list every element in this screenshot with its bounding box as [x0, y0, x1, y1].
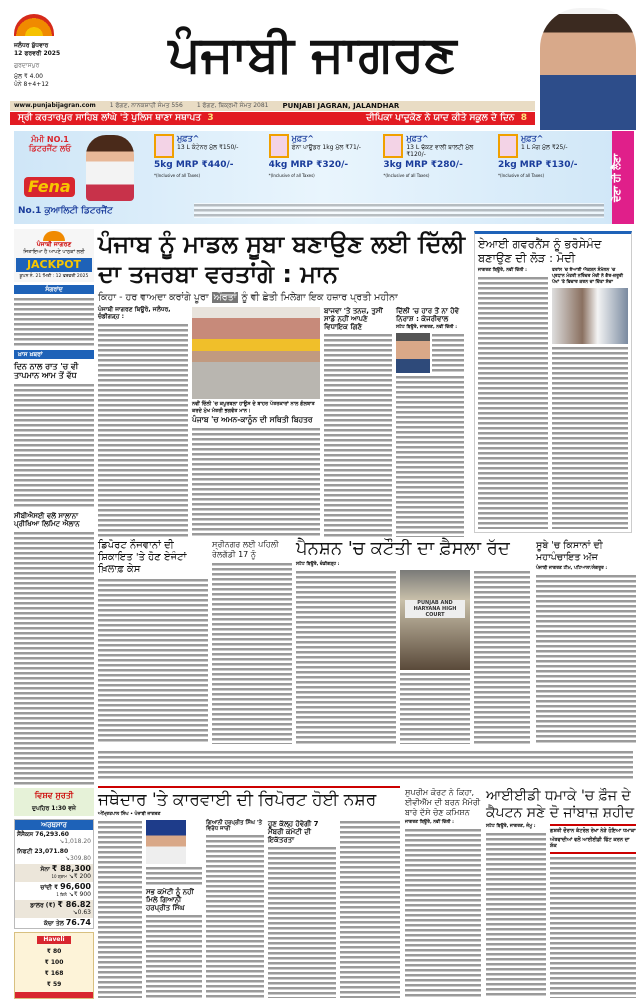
- offer-2kg: ਮੁਫ਼ਤ^ 1 L ਮੱਗ ਮੁੱਲ ₹25/- 2kg MRP ₹130/- *(Inclusive of all Taxes): [497, 134, 578, 178]
- ad-offers: [154, 134, 606, 196]
- jathedar-text: [98, 820, 142, 998]
- price: ਮੁੱਲ ₹ 4.00: [14, 73, 43, 80]
- ai-text-2: [552, 346, 628, 529]
- city-day: ਜਲੰਧਰ ਬੁੱਧਵਾਰ: [14, 42, 49, 49]
- evm-story: [405, 788, 481, 998]
- khas-text-2: [14, 531, 94, 784]
- train-text: [212, 562, 292, 744]
- haveli-logo: Haveli: [37, 936, 71, 944]
- issue-date: 12 ਫਰਵਰੀ 2025: [14, 50, 61, 57]
- ied-headline[interactable]: ਆਈਈਡੀ ਧਮਾਕੇ 'ਚ ਫ਼ੌਜ ਦੇ ਕੈਪਟਨ ਸਣੇ ਦੋ ਜਾਂਬਾਜ਼ ਸ਼ਹੀਦ: [486, 788, 635, 821]
- ai-story-box: [474, 231, 632, 533]
- pension-headline[interactable]: ਪੈਨਸ਼ਨ 'ਚ ਕਟੌਤੀ ਦਾ ਫ਼ੈਸਲਾ ਰੱਦ: [296, 538, 510, 559]
- logo-sun-icon: [14, 14, 54, 36]
- sangrand-header: ਸੰਗਰਾਂਦ: [14, 285, 94, 294]
- kejriwal-byline: ਸਟੇਟ ਬਿਊਰੋ, ਜਾਗਰਣ, ਨਵੀਂ ਦਿੱਲੀ :: [396, 325, 458, 331]
- date-block: [14, 42, 90, 89]
- khas-headline-2[interactable]: ਸੀਬੀਐਸਈ ਵਲੋਂ ਸਾਲਾਨਾ ਪ੍ਰੀਖਿਆ ਲਿਮਿਟ ਐਲਾਨ: [14, 512, 80, 529]
- ad-brand: Fena: [24, 177, 75, 197]
- ai-byline: ਜਾਗਰਣ ਬਿਊਰੋ, ਨਵੀਂ ਦਿੱਲੀ :: [478, 268, 527, 273]
- deport-story: [98, 540, 208, 744]
- ied-text: [486, 832, 546, 998]
- committee-headline[interactable]: ਸਭ ਕਮੇਟੀ ਨੂੰ ਨਹੀਂ ਮਿਲੇ ਗਿਆਨੀ ਹਰਪ੍ਰੀਤ ਸਿੰਘ: [146, 887, 194, 912]
- dollar-row: ਡਾਲਰ (₹) ₹ 86.82 ↘0.63: [15, 900, 93, 918]
- nanakshahi-date: 1 ਫੱਗਣ, ਨਾਨਕਸ਼ਾਹੀ ਸੰਮਤ 556: [109, 102, 183, 109]
- sangrand-text: [14, 297, 94, 347]
- committee-text: [146, 914, 202, 998]
- jackpot-box[interactable]: [14, 229, 94, 282]
- masthead-title: ਪੰਜਾਬੀ ਜਾਗਰਣ: [168, 25, 457, 83]
- farmers-headline[interactable]: ਸੂਬੇ 'ਚ ਕਿਸਾਨਾਂ ਦੀ ਮਹਾਪੰਚਾਇਤ ਅੱਜ: [536, 540, 603, 563]
- ied-text-2: [550, 856, 636, 999]
- silver-row: ਚਾਂਦੀ ₹ 96,600 1 ਕਿਲੋ ↘₹ 900: [40, 881, 91, 898]
- lead-story: [98, 229, 468, 537]
- jackpot-brand: ਪੰਜਾਬੀ ਜਾਗਰਣ: [36, 241, 72, 248]
- tv-promo: [14, 788, 94, 816]
- lead-photo-caption: ਨਵੀਂ ਦਿੱਲੀ 'ਚ ਕਪੂਰਥਲਾ ਹਾਊਸ ਦੇ ਬਾਹਰ ਪੱਤਰਕਾਰਾਂ ਨਾਲ ਗੱਲਬਾਤ ਕਰਦੇ ਮੁੱਖ ਮੰਤਰੀ ਭਗਵੰਤ ਮਾਨ।: [192, 401, 315, 414]
- crude-row: ਕੱਚਾ ਤੇਲ 76.74: [43, 917, 91, 927]
- ad-footer-bar: [15, 992, 93, 998]
- modi-photo: [552, 288, 628, 344]
- promo-title: ਵਿਸ਼ਵ ਸੁਰਤੀ: [34, 790, 74, 800]
- promo-time: ਦੁਪਹਿਰ 1:30 ਵਜੇ: [32, 804, 76, 812]
- divider-rule: [98, 786, 400, 788]
- kejriwal-headline[interactable]: ਦਿੱਲੀ 'ਚ ਹਾਰ ਤੋਂ ਨਾ ਹੋਵੋ ਨਿਰਾਸ਼ : ਕੇਜਰੀਵਾਲ: [396, 307, 459, 324]
- deport-text: [98, 578, 208, 744]
- ied-story: [486, 788, 636, 998]
- pension-text: [296, 570, 396, 744]
- offer-4kg: ਮੁਫ਼ਤ^ ਫੇਨਾ ਪਾਊਡਰ 1kg ਮੁੱਲ ₹71/- 4kg MRP ₹320/- *(Inclusive of all Taxes): [268, 134, 361, 178]
- jathedar-text-3: [340, 820, 400, 998]
- lead-text: [98, 323, 188, 537]
- deport-headline[interactable]: ਡਿਪੋਰਟ ਨੌਜਵਾਨਾਂ ਦੀ ਸ਼ਿਕਾਇਤ 'ਤੇ ਹੋਣ ਏਜੰਟਾਂ ਖ਼ਿਲਾਫ਼ ਕੇਸ: [98, 540, 187, 575]
- continued-text: [98, 750, 633, 780]
- pension-byline: ਸਟੇਟ ਬਿਊਰੋ, ਚੰਡੀਗੜ੍ਹ :: [296, 562, 340, 567]
- sensex-row: ਸੈਂਸੈਕਸ 76,293.60 ↘1,018.20: [17, 830, 91, 845]
- ad-price: ₹ 80: [46, 948, 62, 955]
- law-order-headline[interactable]: ਪੰਜਾਬ 'ਚ ਅਮਨ-ਕਾਨੂੰਨ ਦੀ ਸਥਿਤੀ ਬਿਹਤਰ: [192, 415, 313, 424]
- meeting-headline[interactable]: ਹੁਣ ਕੱਲ੍ਹ ਹੋਵੇਗੀ 7 ਮੈਂਬਰੀ ਕਮੇਟੀ ਦੀ ਇਕੱਤਰਤਾ: [268, 819, 319, 844]
- train-headline[interactable]: ਸ੍ਰੀਨਗਰ ਲਈ ਪਹਿਲੀ ਰੇਲਗੱਡੀ 17 ਨੂੰ: [212, 540, 279, 559]
- offer-3kg: ਮੁਫ਼ਤ^ 13 L ਢੱਕਣ ਵਾਲੀ ਬਾਲਟੀ ਮੁੱਲ ₹120/- 3kg MRP ₹280/- *(Inclusive of all Taxes): [383, 134, 474, 178]
- ad-price: ₹ 59: [46, 981, 62, 988]
- ad-price: ₹ 100: [44, 959, 64, 966]
- pension-text-2: [400, 672, 470, 744]
- pension-story: [296, 538, 530, 744]
- ai-summary: ਫਰਾਂਸ 'ਚ ਏਆਈ ਐਕਸ਼ਨ ਸੰਮੇਲਨ 'ਚ ਪ੍ਰਧਾਨ ਮੰਤਰੀ ਨਰਿੰਦਰ ਮੋਦੀ ਨੇ ਗੈਰ-ਜ਼ਰੂਰੀ ਪੱਖਾਂ 'ਤੇ ਵਿਚਾਰ ਕਰਨ ਦਾ ਦਿੱਤਾ ਸੱਦਾ: [552, 268, 624, 285]
- lead-byline: ਪੰਜਾਬੀ ਜਾਗਰਣ ਬਿਊਰੋ, ਜਲੰਧਰ, ਚੰਡੀਗੜ੍ਹ :: [98, 306, 171, 320]
- evm-headline[interactable]: ਸੁਪਰੀਮ ਕੋਰਟ ਨੇ ਕਿਹਾ, ਈਵੀਐੱਮ ਦੀ ਬਰਨ ਮੈਮੋਰੀ ਬਾਰੇ ਦੱਸੇ ਚੋਣ ਕਮਿਸ਼ਨ: [405, 788, 481, 817]
- khas-khabran-header: ਖ਼ਾਸ ਖ਼ਬਰਾਂ: [14, 350, 94, 359]
- market-title: ਅਰਥਸਾਰ: [15, 820, 93, 830]
- ad-price: ₹ 168: [44, 970, 64, 977]
- haveli-ad[interactable]: [14, 932, 94, 999]
- divider-rule: [550, 824, 636, 826]
- jackpot-title: JACKPOT: [16, 258, 92, 272]
- harpreet-headline[interactable]: ਗਿਆਨੀ ਹਰਪ੍ਰੀਤ ਸਿੰਘ 'ਤੇ ਵਿਰੋਧ ਜਾਰੀ: [206, 819, 263, 833]
- lead-headline[interactable]: ਪੰਜਾਬ ਨੂੰ ਮਾਡਲ ਸੂਬਾ ਬਣਾਉਣ ਲਈ ਦਿੱਲੀ ਦਾ ਤਜਰਬਾ ਵਰਤਾਂਗੇ : ਮਾਨ: [98, 230, 466, 288]
- pages: ਪੰਨੇ 8+4+12: [14, 81, 49, 88]
- harpreet-text: [206, 834, 264, 998]
- bajwa-headline[interactable]: ਬਾਜਵਾ 'ਤੇ ਤਨਜ਼, ਤੁਸੀਂ ਸਾਡੇ ਨਹੀਂ ਆਪਣੇ ਵਿਧਾਇਕ ਗਿਣੋ: [324, 307, 383, 332]
- website-link[interactable]: www.punjabijagran.com: [14, 102, 96, 109]
- evm-text: [405, 828, 481, 998]
- khas-text: [14, 383, 94, 510]
- khas-headline[interactable]: ਦਿਨ ਨਾਲ ਰਾਤ 'ਚ ਵੀ ਤਾਪਮਾਨ ਆਮ ਤੋਂ ਵੱਧ: [14, 361, 79, 380]
- ied-point: ਅੱਤਵਾਦੀਆਂ ਵਲੋਂ ਆਈਈਡੀ ਫਿੱਟ ਕਰਨ ਦਾ ਸ਼ੱਕ: [550, 836, 630, 849]
- meeting-text: [268, 846, 336, 998]
- teaser-bar: [10, 112, 535, 125]
- jathedar-byline: ਅੰਮ੍ਰਿਤਪਾਲ ਸਿੰਘ • ਪੰਜਾਬੀ ਜਾਗਰਣ: [98, 812, 161, 817]
- ied-byline: ਸਟੇਟ ਬਿਊਰੋ, ਜਾਗਰਣ, ਜੰਮੂ :: [486, 824, 536, 829]
- ai-headline[interactable]: ਏਆਈ ਗਵਰਨੈਂਸ ਨੂੰ ਭਰੋਸੇਮੰਦ ਬਣਾਉਣ ਦੀ ਲੋੜ : ਮੋਦੀ: [478, 237, 602, 265]
- lead-photo: [192, 307, 320, 399]
- ai-text: [478, 276, 548, 529]
- fena-ad[interactable]: [14, 131, 634, 224]
- teaser-1[interactable]: ਸ੍ਰੀ ਕਰਤਾਰਪੁਰ ਸਾਹਿਬ ਲਾਂਘੇ 'ਤੇ ਪੁਲਿਸ ਥਾਣਾ ਸਥਾਪਤ 3: [18, 113, 214, 123]
- market-box: [14, 819, 94, 930]
- pension-text-3: [474, 570, 530, 744]
- divider-rule: [550, 852, 636, 854]
- ied-point: ਗਸ਼ਤੀ ਦੌਰਾਨ ਕੰਟਰੋਲ ਰੇਖਾ ਨੇੜੇ ਹੋਇਆ ਧਮਾਕਾ: [550, 828, 636, 834]
- court-photo: [400, 570, 470, 670]
- kejriwal-text-1: [432, 333, 464, 373]
- jathedar-photo: [146, 820, 186, 864]
- edition: ਗੁਰਦਾਸਪੁਰ: [14, 62, 40, 69]
- offer-5kg: ਮੁਫ਼ਤ^ 13 L ਕੰਟੇਨਰ ਮੁੱਲ ₹150/- 5kg MRP ₹440/- *(Inclusive of all Taxes): [154, 134, 239, 178]
- jathedar-story: [98, 786, 400, 998]
- train-story: [212, 540, 292, 744]
- ad-fineprint: [194, 203, 604, 218]
- lead-subheadline: ਕਿਹਾ - ਹਰ ਵਾਅਦਾ ਕਰਾਂਗੇ ਪੂਰਾ ਔਰਤਾਂ ਨੂੰ ਵੀ ਛੇਤੀ ਮਿਲੇਗਾ ਇਕ ਹਜ਼ਾਰ ਪ੍ਰਤੀ ਮਹੀਨਾ: [98, 292, 398, 303]
- coupon-number: ਕੂਪਨ ਨੰ. 21 ਮਿਤੀ : 12 ਫਰਵਰੀ 2025: [19, 273, 89, 279]
- farmers-text: [536, 574, 636, 744]
- bikrami-date: 1 ਫੱਗਣ, ਬਿਕ੍ਰਮੀ ਸੰਮਤ 2081: [196, 102, 269, 109]
- kejriwal-text-2: [396, 375, 464, 537]
- ad-slogan: No.1 ਕੁਆਲਿਟੀ ਡਿਟਰਜੈਂਟ: [18, 206, 113, 216]
- celebrity-photo: [540, 8, 636, 130]
- evm-byline: ਜਾਗਰਣ ਬਿਊਰੋ, ਨਵੀਂ ਦਿੱਲੀ :: [405, 820, 454, 825]
- info-strip: [10, 101, 535, 111]
- teaser-2[interactable]: ਦੀਪਿਕਾ ਪਾਦੂਕੋਣ ਨੇ ਯਾਦ ਕੀਤੇ ਸਕੂਲ ਦੇ ਦਿਨ 8: [366, 113, 527, 123]
- publisher: PUNJABI JAGRAN, JALANDHAR: [282, 102, 400, 110]
- jathedar-headline[interactable]: ਜਥੇਦਾਰ 'ਤੇ ਕਾਰਵਾਈ ਦੀ ਰਿਪੋਰਟ ਹੋਈ ਨਸ਼ਰ: [98, 790, 377, 810]
- gold-row: ਸੋਨਾ ₹ 88,300 10 ਗ੍ਰਾਮ ↘₹ 200: [15, 864, 93, 882]
- law-order-text: [192, 427, 320, 537]
- ad-tagline: ਮੰਮੀ NO.1 ਡਿਟਰਜੈਂਟ ਲਓ: [28, 135, 72, 153]
- court-sign: PUNJAB AND HARYANA HIGH COURT: [405, 600, 465, 618]
- jathedar-text-2: [146, 866, 202, 886]
- farmers-story: [536, 540, 636, 744]
- logo-sun-icon: [43, 231, 65, 241]
- girl-photo: [86, 135, 134, 201]
- left-column: [14, 229, 94, 999]
- farmers-byline: ਪੰਜਾਬੀ ਜਾਗਰਣ ਟੀਮ, ਪਟਿਆਲਾ/ਸੰਗਰੂਰ :: [536, 566, 608, 571]
- kejriwal-photo: [396, 333, 430, 373]
- bajwa-text: [324, 333, 392, 537]
- jackpot-sub: ਜਿਤਾਇਆ ਹੈ ਆਪਣੇ ਪਾਠਕਾਂ ਲਈ: [23, 249, 85, 255]
- ad-side-tag: ਦੇਣਾ ਹੀ ਲੈਣਾ: [612, 131, 634, 224]
- nifty-row: ਨਿਫਟੀ 23,071.80 ↘309.80: [17, 847, 91, 862]
